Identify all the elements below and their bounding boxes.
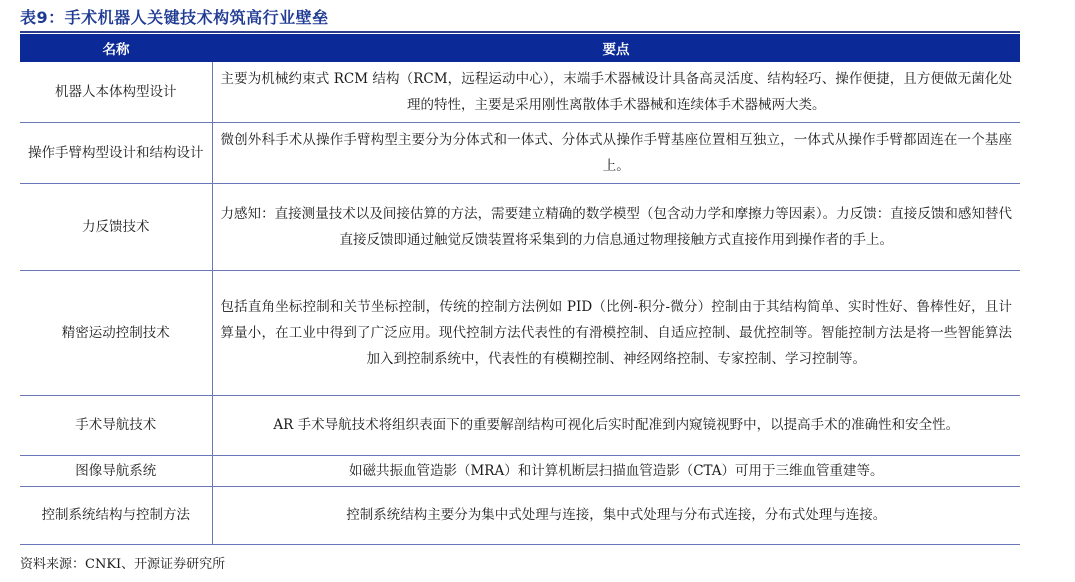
table-row [20,62,1020,122]
table-row [20,486,1020,544]
row-name: 力反馈技术 [20,183,212,270]
table-row [20,122,1020,183]
title-rule [20,31,1020,33]
key-tech-table [20,34,1020,545]
row-points: 控制系统结构主要分为集中式处理与连接，集中式处理与分布式连接，分布式处理与连接。 [346,507,887,523]
table-row [20,395,1020,455]
table-row [20,455,1020,486]
table-title: 表9：手术机器人关键技术构筑高行业壁垒 [20,8,329,27]
row-points: 包括直角坐标控制和关节坐标控制，传统的控制方法例如 PID（比例-积分-微分）控制由于其结构简单、实时性好、鲁棒性好，且计算量小，在工业中得到了广泛应用。现代控制方法代表性的有滑模控制、自适应控制、最优控制等。智能控制方法是将一些智能算法加入到控制系统中，代表性的有模糊控制、神经网络控制、专家控制、学习控制等。 [220,298,1012,367]
header-name: 名称 [20,34,212,62]
row-points: AR 手术导航技术将组织表面下的重要解剖结构可视化后实时配准到内窥镜视野中，以提高手术的准确性和安全性。 [273,417,960,433]
row-name: 图像导航系统 [20,455,212,486]
row-name: 控制系统结构与控制方法 [20,486,212,544]
table-row [20,183,1020,270]
row-points: 主要为机械约束式 RCM 结构（RCM，远程运动中心），末端手术器械设计具备高灵活度、结构轻巧、操作便捷，且方便做无菌化处理的特性，主要是采用刚性离散体手术器械和连续体手术器械两大类。 [220,70,1012,113]
source-note: 资料来源：CNKI、开源证券研究所 [20,557,226,572]
row-points: 微创外科手术从操作手臂构型主要分为分体式和一体式、分体式从操作手臂基座位置相互独立，一体式从操作手臂都固连在一个基座上。 [220,131,1012,174]
row-points: 如磁共振血管造影（MRA）和计算机断层扫描血管造影（CTA）可用于三维血管重建等。 [348,462,884,479]
header-points: 要点 [212,34,1020,62]
table-row [20,270,1020,395]
row-name: 手术导航技术 [20,395,212,455]
row-name: 机器人本体构型设计 [20,62,212,122]
header-row [20,34,1020,62]
row-name: 精密运动控制技术 [20,270,212,395]
row-points: 力感知：直接测量技术以及间接估算的方法，需要建立精确的数学模型（包含动力学和摩擦力等因素）。力反馈：直接反馈和感知替代直接反馈即通过触觉反馈装置将采集到的力信息通过物理接触方式直接作用到操作者的手上。 [220,205,1012,248]
row-name: 操作手臂构型设计和结构设计 [20,122,212,183]
